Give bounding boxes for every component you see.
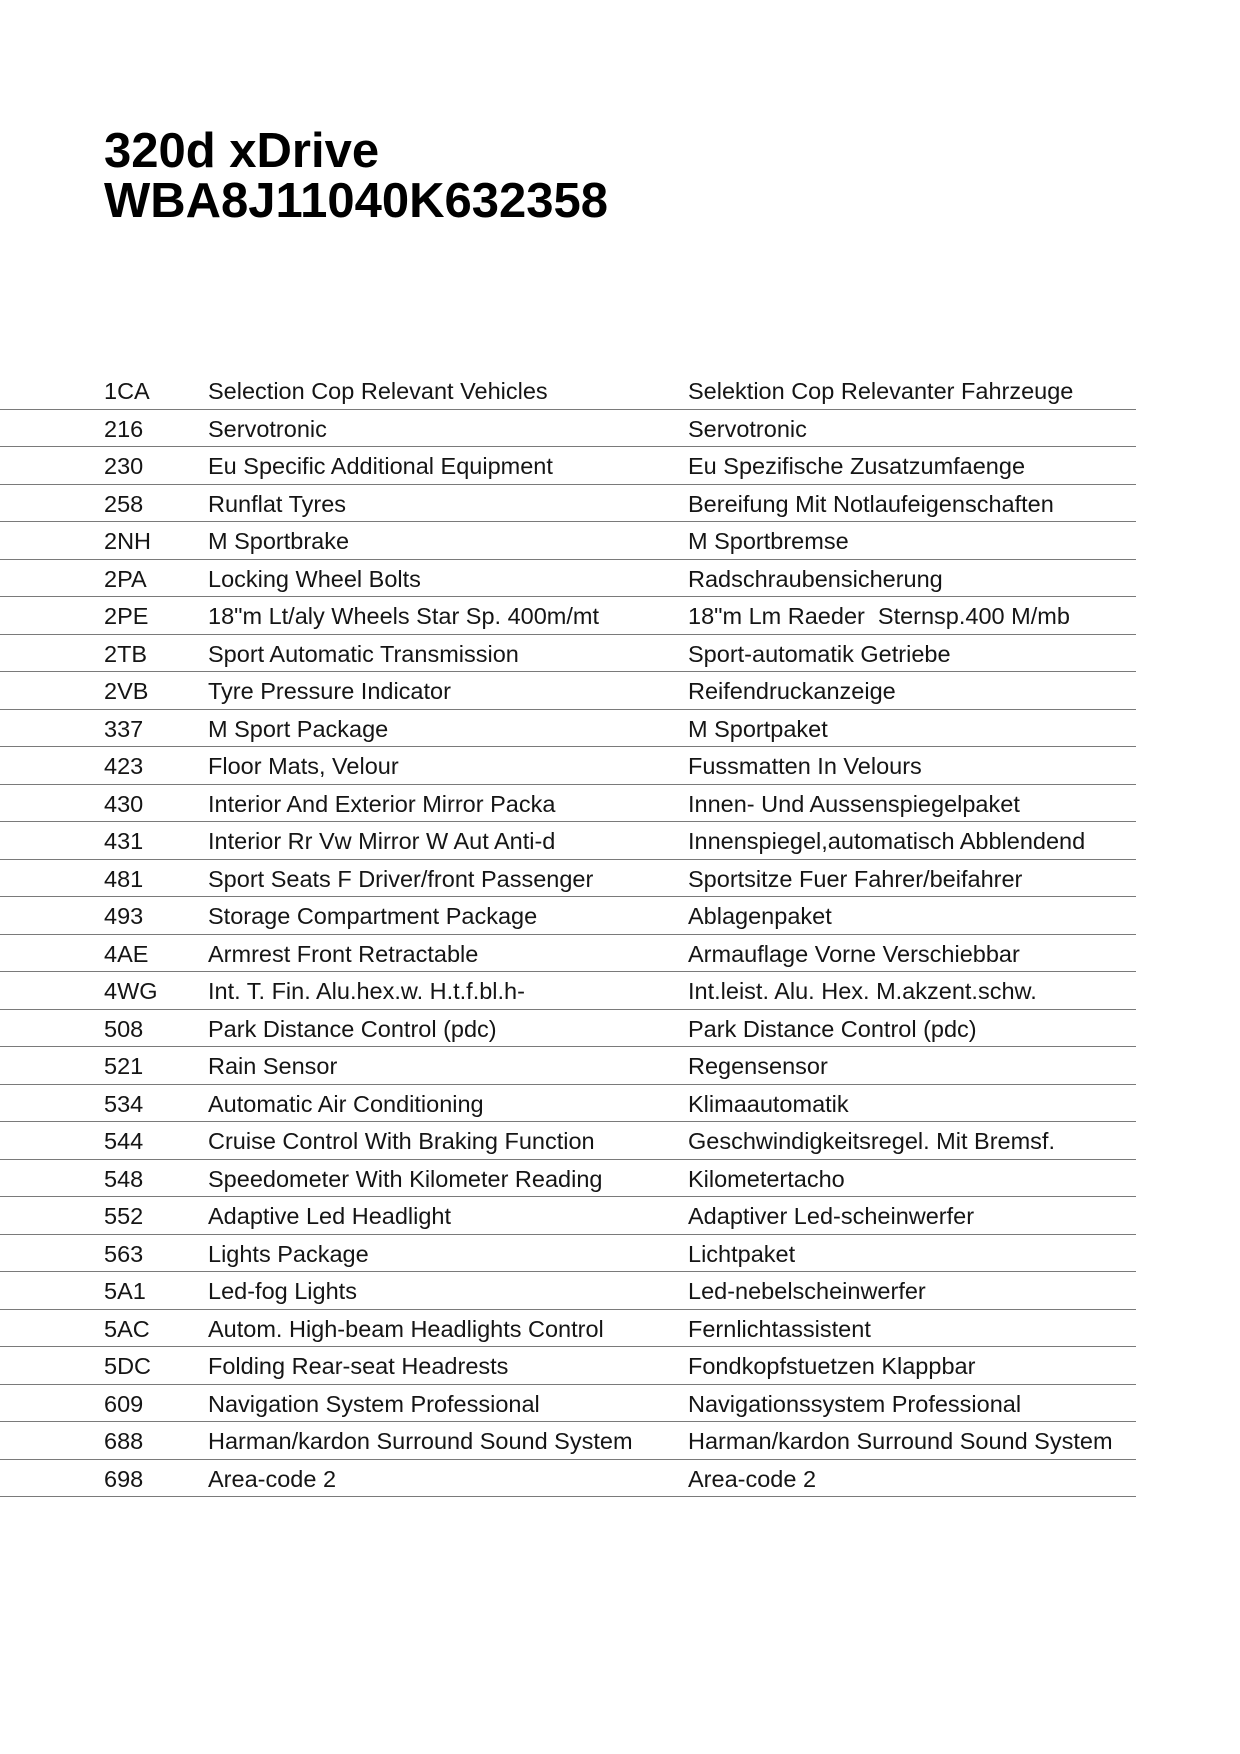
option-description-german: Geschwindigkeitsregel. Mit Bremsf. (688, 1128, 1055, 1154)
option-description-german: Bereifung Mit Notlaufeigenschaften (688, 490, 1054, 517)
table-row (0, 822, 1136, 860)
option-code: 230 (104, 453, 144, 479)
option-code: 337 (104, 715, 144, 742)
option-description-english: Eu Specific Additional Equipment (208, 453, 553, 479)
option-description-german: Radschraubensicherung (688, 565, 943, 592)
option-description-german: Int.leist. Alu. Hex. M.akzent.schw. (688, 978, 1037, 1004)
option-description-german: Klimaautomatik (688, 1090, 849, 1117)
option-description-german: Eu Spezifische Zusatzumfaenge (688, 453, 1026, 479)
table-row (0, 935, 1136, 973)
option-description-german: Fernlichtassistent (688, 1315, 871, 1342)
table-row (0, 485, 1136, 523)
option-description-german: Regensensor (688, 1053, 828, 1079)
option-description-german: Led-nebelscheinwerfer (688, 1278, 926, 1304)
option-description-german: M Sportbremse (688, 528, 849, 554)
table-row (0, 447, 1136, 485)
option-code: 2VB (104, 678, 149, 704)
table-row (0, 860, 1136, 898)
option-description-german: 18"m Lm Raeder Sternsp.400 M/mb (688, 603, 1070, 629)
option-code: 2PE (104, 603, 149, 629)
option-code: 258 (104, 490, 144, 517)
option-description-english: Storage Compartment Package (208, 903, 538, 929)
option-code: 544 (104, 1128, 144, 1154)
option-description-german: Reifendruckanzeige (688, 678, 896, 704)
option-description-english: Navigation System Professional (208, 1390, 540, 1417)
table-row (0, 1310, 1136, 1348)
table-row (0, 1460, 1136, 1498)
option-description-english: Folding Rear-seat Headrests (208, 1353, 509, 1379)
option-code: 4WG (104, 978, 158, 1004)
option-code: 216 (104, 415, 144, 442)
option-code: 548 (104, 1165, 144, 1192)
table-row (0, 597, 1136, 635)
option-description-german: Sportsitze Fuer Fahrer/beifahrer (688, 865, 1023, 892)
table-row (0, 372, 1136, 410)
option-code: 2TB (104, 640, 148, 667)
option-description-german: M Sportpaket (688, 715, 828, 742)
option-description-english: M Sportbrake (208, 528, 350, 554)
option-description-german: Selektion Cop Relevanter Fahrzeuge (688, 378, 1074, 404)
option-description-english: Cruise Control With Braking Function (208, 1128, 595, 1154)
table-row (0, 710, 1136, 748)
option-code: 5AC (104, 1315, 150, 1342)
table-row (0, 1235, 1136, 1273)
option-description-german: Armauflage Vorne Verschiebbar (688, 940, 1020, 967)
table-row (0, 1347, 1136, 1385)
model-name: 320d xDrive (104, 124, 380, 178)
option-description-english: Area-code 2 (208, 1465, 337, 1492)
table-row (0, 785, 1136, 823)
option-description-english: Runflat Tyres (208, 490, 347, 517)
option-code: 430 (104, 790, 144, 817)
option-description-english: Adaptive Led Headlight (208, 1203, 452, 1229)
option-code: 1CA (104, 378, 150, 404)
option-description-english: Sport Automatic Transmission (208, 640, 519, 667)
option-code: 493 (104, 903, 144, 929)
option-description-english: Interior Rr Vw Mirror W Aut Anti-d (208, 828, 556, 854)
option-description-english: Tyre Pressure Indicator (208, 678, 451, 704)
option-description-english: Sport Seats F Driver/front Passenger (208, 865, 594, 892)
option-description-english: Speedometer With Kilometer Reading (208, 1165, 603, 1192)
option-description-german: Park Distance Control (pdc) (688, 1015, 977, 1042)
option-description-english: Int. T. Fin. Alu.hex.w. H.t.f.bl.h- (208, 978, 525, 1004)
table-row (0, 560, 1136, 598)
option-description-german: Navigationssystem Professional (688, 1390, 1022, 1417)
option-description-german: Adaptiver Led-scheinwerfer (688, 1203, 975, 1229)
option-description-german: Innenspiegel,automatisch Abblendend (688, 828, 1086, 854)
table-row (0, 410, 1136, 448)
table-row (0, 1160, 1136, 1198)
option-description-german: Ablagenpaket (688, 903, 832, 929)
option-description-german: Kilometertacho (688, 1165, 845, 1192)
option-code: 481 (104, 865, 144, 892)
option-code: 2PA (104, 565, 147, 592)
vin-number: WBA8J11040K632358 (104, 174, 608, 228)
option-code: 563 (104, 1240, 144, 1267)
table-row (0, 1422, 1136, 1460)
option-description-english: Interior And Exterior Mirror Packa (208, 790, 556, 817)
option-code: 431 (104, 828, 144, 854)
option-code: 5A1 (104, 1278, 146, 1304)
option-code: 2NH (104, 528, 152, 554)
options-table (0, 372, 1136, 1497)
option-description-english: Lights Package (208, 1240, 369, 1267)
option-description-german: Servotronic (688, 415, 807, 442)
table-row (0, 1272, 1136, 1310)
option-description-english: 18"m Lt/aly Wheels Star Sp. 400m/mt (208, 603, 600, 629)
option-description-english: Selection Cop Relevant Vehicles (208, 378, 548, 404)
option-code: 609 (104, 1390, 144, 1417)
option-description-english: Armrest Front Retractable (208, 940, 479, 967)
option-description-german: Area-code 2 (688, 1465, 817, 1492)
option-code: 508 (104, 1015, 144, 1042)
option-description-english: Park Distance Control (pdc) (208, 1015, 497, 1042)
table-row (0, 635, 1136, 673)
option-description-german: Innen- Und Aussenspiegelpaket (688, 790, 1020, 817)
option-description-english: Floor Mats, Velour (208, 753, 399, 779)
option-code: 521 (104, 1053, 144, 1079)
option-description-english: Rain Sensor (208, 1053, 338, 1079)
table-row (0, 747, 1136, 785)
option-description-german: Fussmatten In Velours (688, 753, 922, 779)
page-title (104, 126, 608, 226)
option-code: 688 (104, 1428, 144, 1454)
table-row (0, 972, 1136, 1010)
option-description-english: Led-fog Lights (208, 1278, 357, 1304)
option-description-english: Servotronic (208, 415, 327, 442)
option-description-german: Harman/kardon Surround Sound System (688, 1428, 1113, 1454)
option-code: 5DC (104, 1353, 152, 1379)
table-row (0, 1385, 1136, 1423)
option-description-english: Autom. High-beam Headlights Control (208, 1315, 604, 1342)
table-row (0, 1085, 1136, 1123)
table-row (0, 1197, 1136, 1235)
table-row (0, 1010, 1136, 1048)
option-description-german: Lichtpaket (688, 1240, 796, 1267)
table-row (0, 1122, 1136, 1160)
option-description-german: Fondkopfstuetzen Klappbar (688, 1353, 976, 1379)
option-code: 4AE (104, 940, 149, 967)
option-description-german: Sport-automatik Getriebe (688, 640, 951, 667)
table-row (0, 522, 1136, 560)
option-code: 698 (104, 1465, 144, 1492)
option-code: 552 (104, 1203, 144, 1229)
option-code: 534 (104, 1090, 144, 1117)
option-description-english: Harman/kardon Surround Sound System (208, 1428, 633, 1454)
table-row (0, 1047, 1136, 1085)
table-row (0, 897, 1136, 935)
option-description-english: Automatic Air Conditioning (208, 1090, 484, 1117)
option-description-english: Locking Wheel Bolts (208, 565, 421, 592)
option-description-english: M Sport Package (208, 715, 389, 742)
option-code: 423 (104, 753, 144, 779)
table-row (0, 672, 1136, 710)
